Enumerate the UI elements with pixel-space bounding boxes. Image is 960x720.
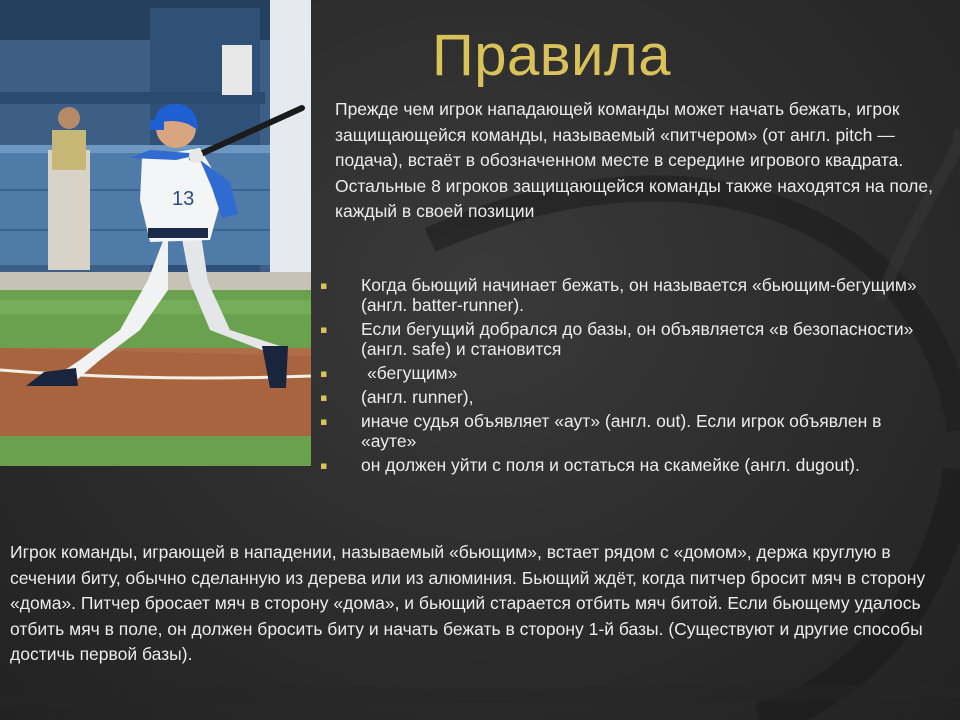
bullet-item bbox=[320, 319, 920, 359]
bullet-item bbox=[320, 275, 920, 315]
square-bullet-icon: ▪ bbox=[320, 323, 328, 336]
square-bullet-icon: ▪ bbox=[320, 459, 328, 472]
square-bullet-icon: ▪ bbox=[320, 415, 328, 428]
slide-title: Правила bbox=[432, 23, 672, 88]
bullet-text: Когда бьющий начинает бежать, он называется «бьющим-бегущим» (англ. batter-runner). bbox=[361, 275, 917, 315]
bullet-text: «бегущим» bbox=[367, 363, 458, 383]
bullet-item bbox=[320, 363, 920, 383]
bullet-text: иначе судья объявляет «аут» (англ. out). Если игрок объявлен в «ауте» bbox=[361, 411, 882, 451]
bottom-paragraph: Игрок команды, играющей в нападении, называемый «бьющим», встает рядом с «домом», держа круглую в сечении биту, обычно сделанную из дерева или из алюминия. Бьющий ждёт, когда питчер бросит мяч в сторону «дома». Питчер бросает мяч в сторону «дома», и бьющий старается отбить мяч битой. Если бьющему удалось отбить мяч в поле, он должен бросить биту и начать бежать в сторону 1-й базы. (Существуют и другие способы достичь первой базы). bbox=[10, 542, 926, 664]
bullet-item bbox=[320, 411, 920, 451]
svg-text:13: 13 bbox=[172, 188, 195, 210]
bullet-item bbox=[320, 455, 920, 475]
square-bullet-icon: ▪ bbox=[320, 279, 328, 292]
bullet-item bbox=[320, 387, 920, 407]
bullet-text: (англ. runner), bbox=[361, 387, 474, 407]
bullet-text: Если бегущий добрался до базы, он объявляется «в безопасности» (англ. safe) и становится bbox=[361, 319, 914, 359]
intro-paragraph: Прежде чем игрок нападающей команды может начать бежать, игрок защищающейся команды, называемый «питчером» (от англ. pitch — подача), встаёт в обозначенном месте в середине игрового квадрата. Остальные 8 игроков защищающейся команды также находятся на поле, каждый в своей позиции bbox=[335, 99, 933, 221]
baseball-batter-photo bbox=[0, 0, 311, 466]
square-bullet-icon: ▪ bbox=[320, 367, 328, 380]
rules-bullet-list bbox=[320, 275, 920, 479]
square-bullet-icon: ▪ bbox=[320, 391, 328, 404]
bullet-text: он должен уйти с поля и остаться на скамейке (англ. dugout). bbox=[361, 455, 860, 475]
